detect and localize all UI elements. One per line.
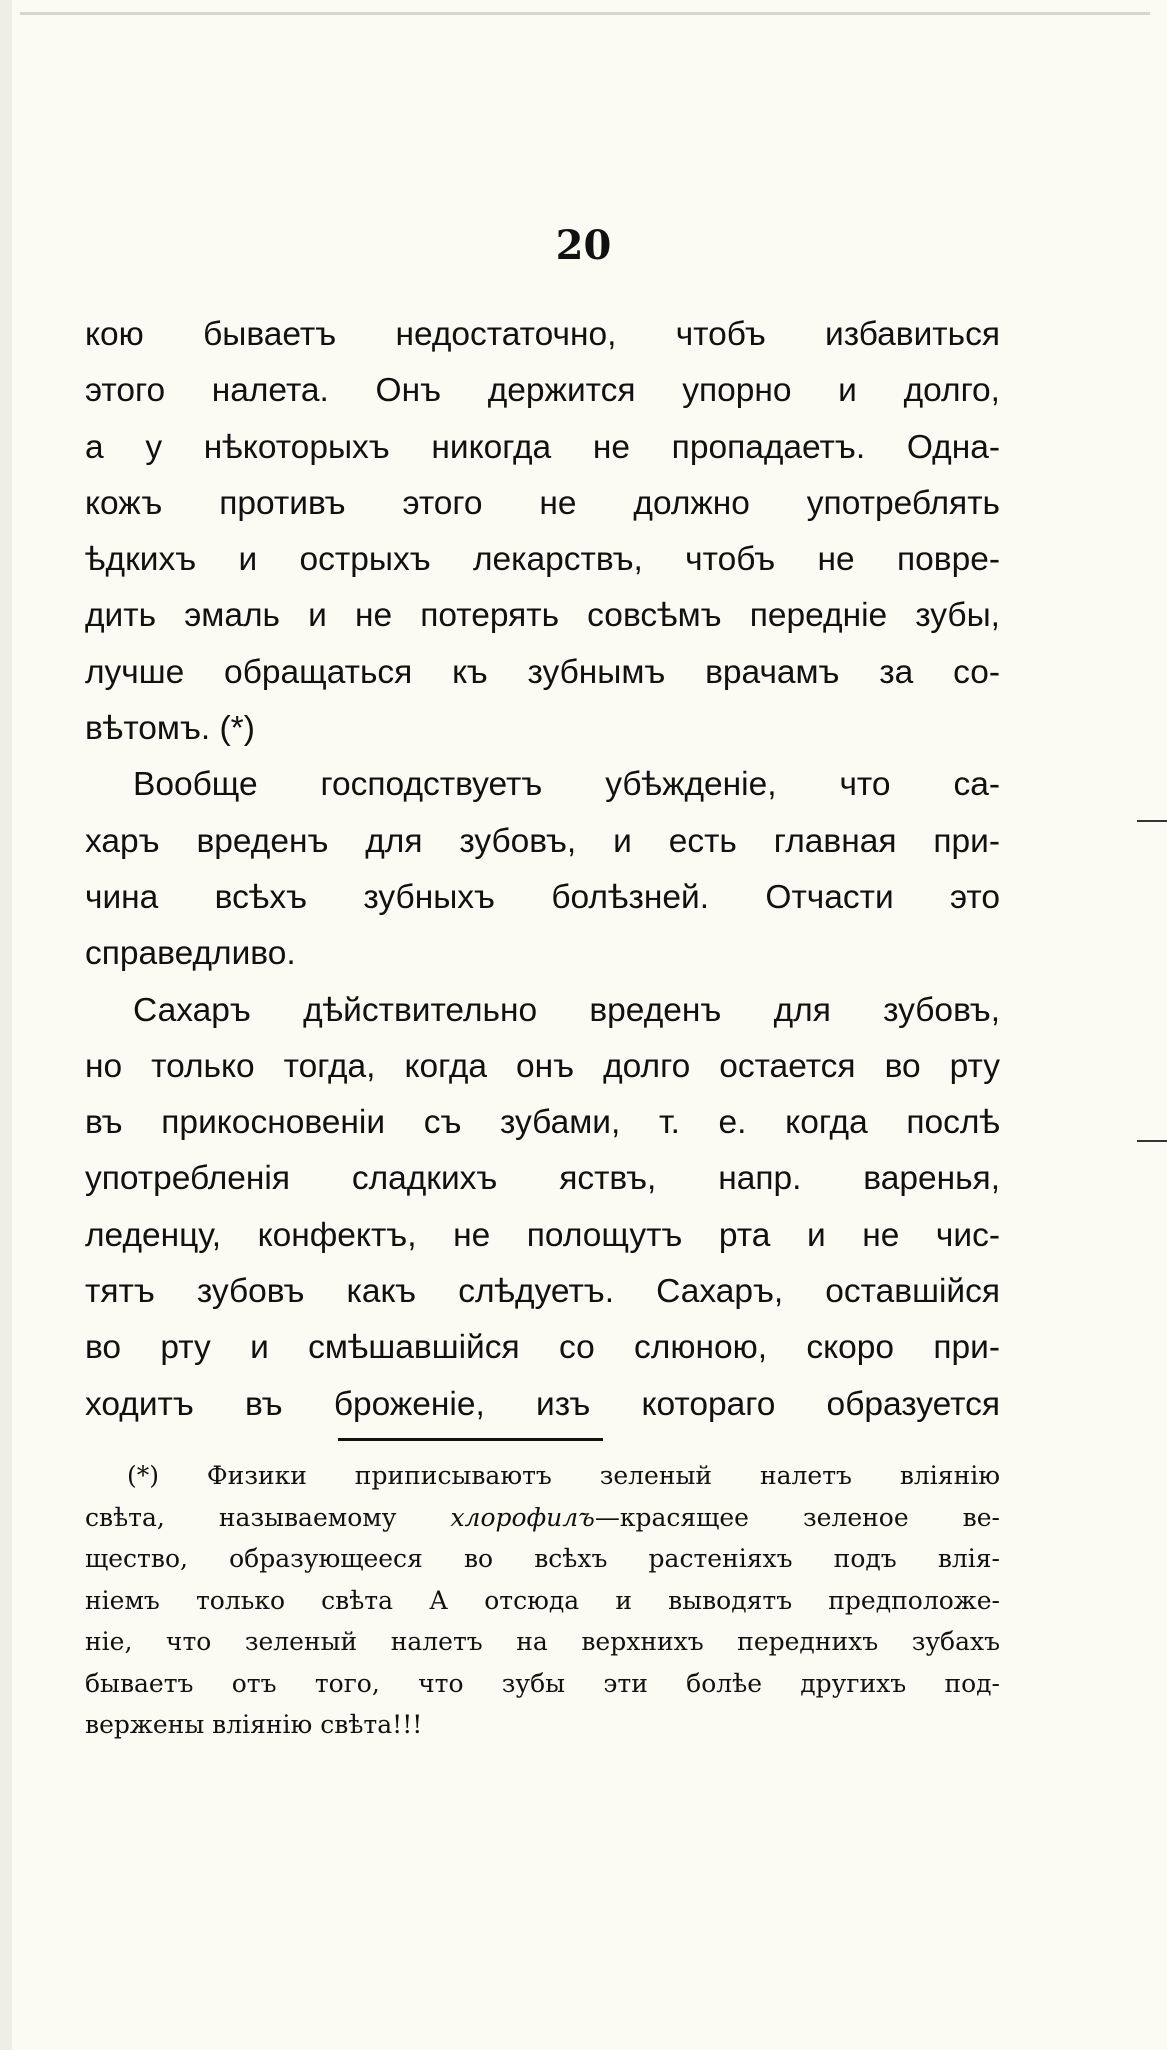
text-line: тятъ зубовъ какъ слѣдуетъ. Сахаръ, оставшійся <box>85 1273 1000 1311</box>
footnote <box>85 1455 1000 1746</box>
text-line: чина всѣхъ зубныхъ болѣзней. Отчасти это <box>85 878 1000 916</box>
footnote-line: ніе, что зеленый налетъ на верхнихъ переднихъ зубахъ <box>85 1627 1000 1656</box>
text-line: ѣдкихъ и острыхъ лекарствъ, чтобъ не повре- <box>85 541 1000 579</box>
text-line: этого налета. Онъ держится упорно и долго, <box>85 372 1000 410</box>
page-number: 20 <box>555 222 612 269</box>
text-line: лучше обращаться къ зубнымъ врачамъ за со- <box>85 653 1000 691</box>
page-gutter-shadow <box>0 0 12 2050</box>
footnote-line: щество, образующееся во всѣхъ растеніяхъ подъ влія- <box>85 1544 1000 1573</box>
margin-tick-mark <box>1137 1140 1167 1142</box>
margin-tick-mark <box>1137 820 1167 822</box>
text-line: Вообще господствуетъ убѣжденіе, что са- <box>133 766 1000 804</box>
text-line: употребленія сладкихъ яствъ, напр. варенья, <box>85 1160 1000 1198</box>
footnote-line: бываетъ отъ того, что зубы эти болѣе другихъ под- <box>85 1668 1000 1698</box>
text-line: вѣтомъ. (*) <box>85 710 255 748</box>
text-line: во рту и смѣшавшійся со слюною, скоро при- <box>85 1329 1000 1367</box>
text-line: справедливо. <box>85 935 296 973</box>
footnote-line <box>85 1497 1000 1539</box>
page-top-edge <box>20 12 1150 15</box>
text-line: ходитъ въ броженіе, изъ котораго образуется <box>85 1385 1000 1423</box>
text-line: кою бываетъ недостаточно, чтобъ избавиться <box>85 316 1000 353</box>
text-line: дить эмаль и не потерять совсѣмъ передніе зубы, <box>85 597 1000 635</box>
footnote-line: ніемъ только свѣта А отсюда и выводятъ предположе- <box>85 1585 1000 1615</box>
main-text <box>85 307 1000 1433</box>
footnote-italic-term: хлорофилъ <box>450 1502 595 1532</box>
text-line: леденцу, конфектъ, не полощутъ рта и не чис- <box>85 1216 1000 1254</box>
text-line: но только тогда, когда онъ долго остается во рту <box>85 1047 1000 1085</box>
text-line: Сахаръ дѣйствительно вреденъ для зубовъ, <box>133 991 1000 1029</box>
footnote-line: (*) Физики приписываютъ зеленый налетъ вліянію <box>127 1461 1000 1490</box>
text-line: а у нѣкоторыхъ никогда не пропадаетъ. Одна- <box>85 428 1000 466</box>
footnote-text: —красящее зеленое ве- <box>594 1502 1000 1532</box>
text-line: въ прикосновеніи съ зубами, т. е. когда послѣ <box>85 1104 1000 1142</box>
text-line: кожъ противъ этого не должно употреблять <box>85 484 1000 522</box>
text-line: харъ вреденъ для зубовъ, и есть главная при- <box>85 822 1000 860</box>
footnote-line: вержены вліянію свѣта!!! <box>85 1710 423 1739</box>
footnote-separator-rule <box>338 1438 603 1441</box>
footnote-text: свѣта, называемому <box>85 1502 451 1532</box>
